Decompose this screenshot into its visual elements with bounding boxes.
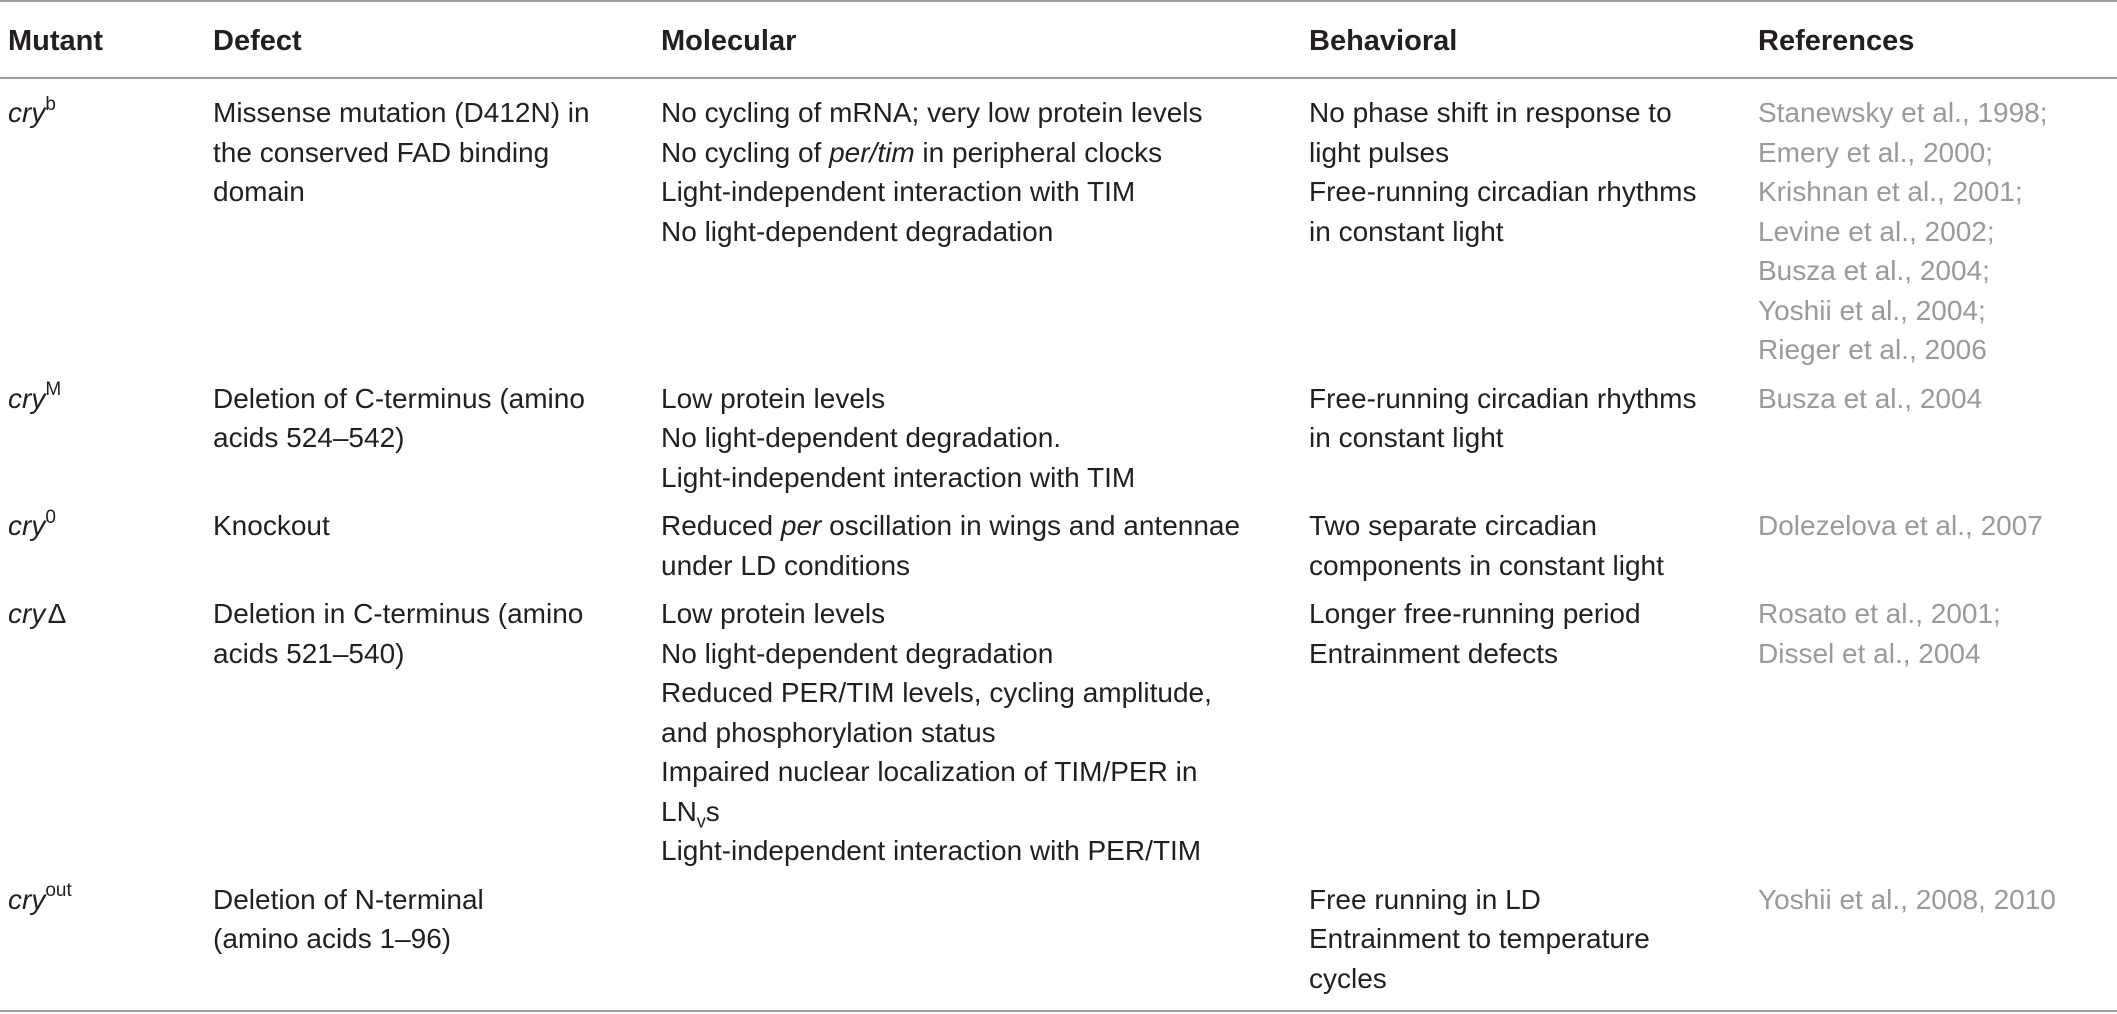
- defect-line: acids 521–540): [213, 637, 405, 669]
- behavioral-line: Two separate circadian: [1309, 510, 1597, 541]
- reference-link[interactable]: Emery et al., 2000;: [1758, 136, 1994, 168]
- reference-link[interactable]: Yoshii et al., 2008, 2010: [1758, 883, 2056, 915]
- molecular-text: s: [705, 795, 720, 827]
- references-cell: [1750, 370, 2117, 498]
- behavioral-line: components in constant light: [1309, 549, 1664, 581]
- header-behavioral: Behavioral: [1309, 25, 1458, 57]
- mutant-gene: cry: [8, 510, 46, 541]
- molecular-line: [661, 133, 1301, 173]
- molecular-line: [661, 506, 1301, 546]
- mutant-allele: Δ: [47, 598, 67, 629]
- molecular-cell: [653, 585, 1301, 871]
- behavioral-line: light pulses: [1309, 136, 1450, 168]
- mutant-gene: cry: [8, 382, 46, 414]
- molecular-cell: [653, 497, 1301, 585]
- molecular-line: Low protein levels: [661, 598, 886, 629]
- molecular-line: Low protein levels: [661, 382, 886, 414]
- behavioral-line: in constant light: [1309, 422, 1504, 453]
- behavioral-cell: [1301, 585, 1750, 871]
- defect-line: domain: [213, 176, 305, 207]
- molecular-line: under LD conditions: [661, 549, 911, 581]
- references-cell: [1750, 78, 2117, 370]
- molecular-cell: [653, 871, 1301, 1012]
- table-row: [0, 78, 2117, 370]
- molecular-cell: [653, 370, 1301, 498]
- molecular-line: No light-dependent degradation: [661, 637, 1054, 669]
- molecular-text: oscillation in wings and antennae: [821, 510, 1241, 541]
- reference-link[interactable]: Rosato et al., 2001;: [1758, 598, 2001, 629]
- molecular-text: in peripheral clocks: [914, 136, 1163, 168]
- references-cell: [1750, 497, 2117, 585]
- mutant-cell: [0, 585, 205, 871]
- reference-link[interactable]: Rieger et al., 2006: [1758, 334, 1987, 365]
- references-cell: [1750, 585, 2117, 871]
- mutant-gene: cry: [8, 97, 46, 128]
- behavioral-line: Free-running circadian rhythms: [1309, 176, 1697, 207]
- header-references: References: [1758, 25, 1915, 57]
- table-row: [0, 370, 2117, 498]
- header-defect: Defect: [213, 25, 302, 57]
- references-cell: [1750, 871, 2117, 1012]
- reference-link[interactable]: Stanewsky et al., 1998;: [1758, 97, 2048, 128]
- header-row: [0, 1, 2117, 78]
- molecular-line: Light-independent interaction with TIM: [661, 176, 1136, 207]
- reference-link[interactable]: Yoshii et al., 2004;: [1758, 294, 1986, 326]
- gene-name: per/tim: [829, 136, 915, 168]
- table-body: [0, 78, 2117, 1011]
- table-row: [0, 585, 2117, 871]
- mutant-gene: cry: [8, 883, 46, 915]
- reference-link[interactable]: Busza et al., 2004;: [1758, 255, 1990, 286]
- table-row: [0, 497, 2117, 585]
- reference-link[interactable]: Busza et al., 2004: [1758, 382, 1983, 414]
- defect-line: Deletion of C-terminus (amino: [213, 382, 585, 414]
- molecular-line: No light-dependent degradation: [661, 215, 1054, 247]
- behavioral-line: in constant light: [1309, 215, 1504, 247]
- mutant-cell: [0, 370, 205, 498]
- mutant-allele: 0: [45, 506, 56, 528]
- header-molecular: Molecular: [661, 25, 797, 57]
- molecular-line: and phosphorylation status: [661, 716, 996, 748]
- molecular-line: Light-independent interaction with TIM: [661, 461, 1136, 493]
- defect-line: Deletion in C-terminus (amino: [213, 598, 584, 629]
- reference-link[interactable]: Levine et al., 2002;: [1758, 215, 1995, 247]
- header-mutant: Mutant: [8, 25, 104, 57]
- molecular-text: No cycling of: [661, 136, 830, 168]
- molecular-line: No light-dependent degradation.: [661, 422, 1062, 453]
- reference-link[interactable]: Krishnan et al., 2001;: [1758, 176, 2023, 207]
- mutant-cell: [0, 78, 205, 370]
- table-row: [0, 871, 2117, 1012]
- molecular-line: Light-independent interaction with PER/TIM: [661, 835, 1202, 866]
- defect-cell: [205, 78, 653, 370]
- behavioral-line: Longer free-running period: [1309, 598, 1641, 629]
- behavioral-cell: [1301, 871, 1750, 1012]
- table-header: [0, 1, 2117, 78]
- molecular-text: Reduced: [661, 510, 781, 541]
- neuron-subscript: v: [696, 811, 706, 832]
- defect-cell: [205, 497, 653, 585]
- mutant-cell: [0, 497, 205, 585]
- gene-name: per: [780, 510, 822, 541]
- defect-line: Deletion of N-terminal: [213, 883, 484, 915]
- behavioral-cell: [1301, 497, 1750, 585]
- molecular-line: No cycling of mRNA; very low protein levels: [661, 97, 1203, 128]
- behavioral-line: Free running in LD: [1309, 883, 1541, 915]
- defect-line: Knockout: [213, 510, 330, 541]
- reference-link[interactable]: Dissel et al., 2004: [1758, 637, 1981, 669]
- molecular-line: Reduced PER/TIM levels, cycling amplitude,: [661, 677, 1212, 708]
- mutant-allele: b: [45, 93, 56, 115]
- defect-line: Missense mutation (D412N) in: [213, 97, 590, 128]
- defect-line: the conserved FAD binding: [213, 136, 550, 168]
- defect-cell: [205, 871, 653, 1012]
- behavioral-cell: [1301, 78, 1750, 370]
- behavioral-line: Entrainment defects: [1309, 637, 1559, 669]
- molecular-line: Impaired nuclear localization of TIM/PER in: [661, 756, 1198, 787]
- mutant-gene: cry: [8, 598, 46, 629]
- mutant-allele: M: [45, 379, 62, 401]
- neuron-abbrev: LN: [661, 795, 697, 827]
- mutant-allele: out: [45, 880, 72, 902]
- mutant-cell: [0, 871, 205, 1012]
- behavioral-line: Free-running circadian rhythms: [1309, 382, 1697, 414]
- defect-line: acids 524–542): [213, 422, 405, 453]
- reference-link[interactable]: Dolezelova et al., 2007: [1758, 510, 2043, 541]
- molecular-cell: [653, 78, 1301, 370]
- molecular-line: [661, 792, 1301, 832]
- behavioral-line: Entrainment to temperature: [1309, 923, 1650, 954]
- behavioral-cell: [1301, 370, 1750, 498]
- behavioral-line: No phase shift in response to: [1309, 97, 1672, 128]
- defect-line: (amino acids 1–96): [213, 923, 452, 954]
- defect-cell: [205, 370, 653, 498]
- defect-cell: [205, 585, 653, 871]
- behavioral-line: cycles: [1309, 962, 1387, 994]
